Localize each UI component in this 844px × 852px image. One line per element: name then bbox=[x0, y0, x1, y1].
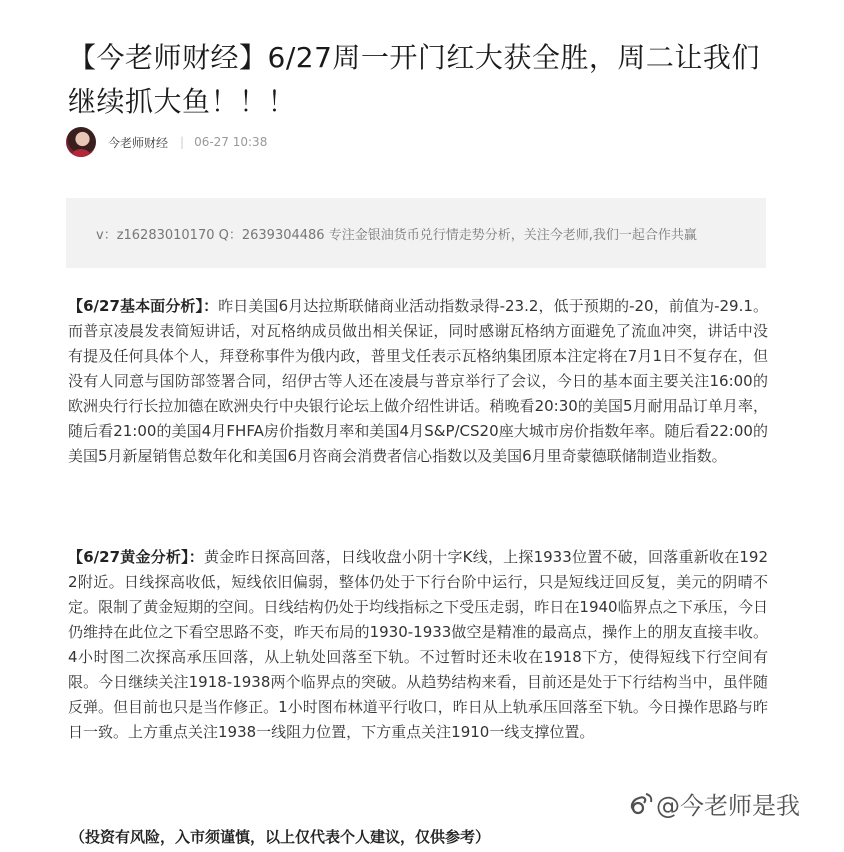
publish-date: 06-27 10:38 bbox=[194, 135, 268, 149]
author-avatar[interactable] bbox=[66, 127, 96, 157]
section-body: 黄金昨日探高回落，日线收盘小阴十字K线，上探1933位置不破，回落重新收在1922附近。日线探高收低，短线依旧偏弱，整体仍处于下行台阶中运行，只是短线迂回反复，美元的阴晴不定。限制了黄金短期的空间。日线结构仍处于均线指标之下受压走弱，昨日在1940临界点之下承压，今日仍维持在此位之下看空思路不变，昨天布局的1930-1933做空是精准的最高点，操作上的朋友直接丰收。 4小时图二次探高承压回落，从上轨处回落至下轨。不过暂时还未收在1918下方，使得短线下行空间有限。今日继续关注1918-1938两个临界点的突破。从趋势结构来看，目前还是处于下行结构当中，虽伴随反弹。但目前也只是当作修正。1小时图布林道平行收口，昨日从上轨承压回落至下轨。今日操作思路与昨日一致。上方重点关注1938一线阻力位置，下方重点关注1910一线支撑位置。 bbox=[68, 548, 768, 741]
article-title: 【今老师财经】6/27周一开门红大获全胜，周二让我们继续抓大鱼！！！ bbox=[68, 41, 760, 118]
fundamental-analysis-paragraph bbox=[68, 294, 768, 469]
section-heading: 【6/27基本面分析】： bbox=[68, 297, 219, 315]
watermark-text: @今老师是我 bbox=[656, 792, 800, 820]
contact-notice-text: v：z16283010170 Q：2639304486 专注金银油货币兑行情走势分析，关注今老师,我们一起合作共赢 bbox=[96, 227, 697, 243]
section-heading: 【6/27黄金分析】： bbox=[68, 548, 205, 566]
risk-disclaimer: （投资有风险，入市须谨慎，以上仅代表个人建议，仅供参考） bbox=[70, 828, 491, 846]
divider: | bbox=[180, 135, 185, 149]
section-body: 昨日美国6月达拉斯联储商业活动指数录得-23.2，低于预期的-20，前值为-29.1。而普京凌晨发表简短讲话，对瓦格纳成员做出相关保证，同时感谢瓦格纳方面避免了流血冲突，讲话中没有提及任何具体个人，拜登称事件为俄内政，普里戈任表示瓦格纳集团原本注定将在7月1日不复存在，但没有人同意与国防部签署合同，绍伊古等人还在凌晨与普京举行了会议，今日的基本面主要关注16:00的欧洲央行行长拉加德在欧洲央行中央银行论坛上做介绍性讲话。稍晚看20:30的美国5月耐用品订单月率，随后看21:00的美国4月FHFA房价指数月率和美国4月S&P/CS20座大城市房价指数年率。随后看22:00的美国5月新屋销售总数年化和美国6月咨商会消费者信心指数以及美国6月里奇蒙德联储制造业指数。 bbox=[68, 297, 769, 465]
weibo-logo-icon bbox=[628, 790, 654, 818]
contact-notice bbox=[66, 198, 766, 268]
gold-analysis-paragraph bbox=[68, 545, 768, 745]
watermark bbox=[628, 786, 800, 821]
author-name[interactable]: 今老师财经 bbox=[108, 135, 169, 150]
author-info bbox=[66, 126, 267, 158]
